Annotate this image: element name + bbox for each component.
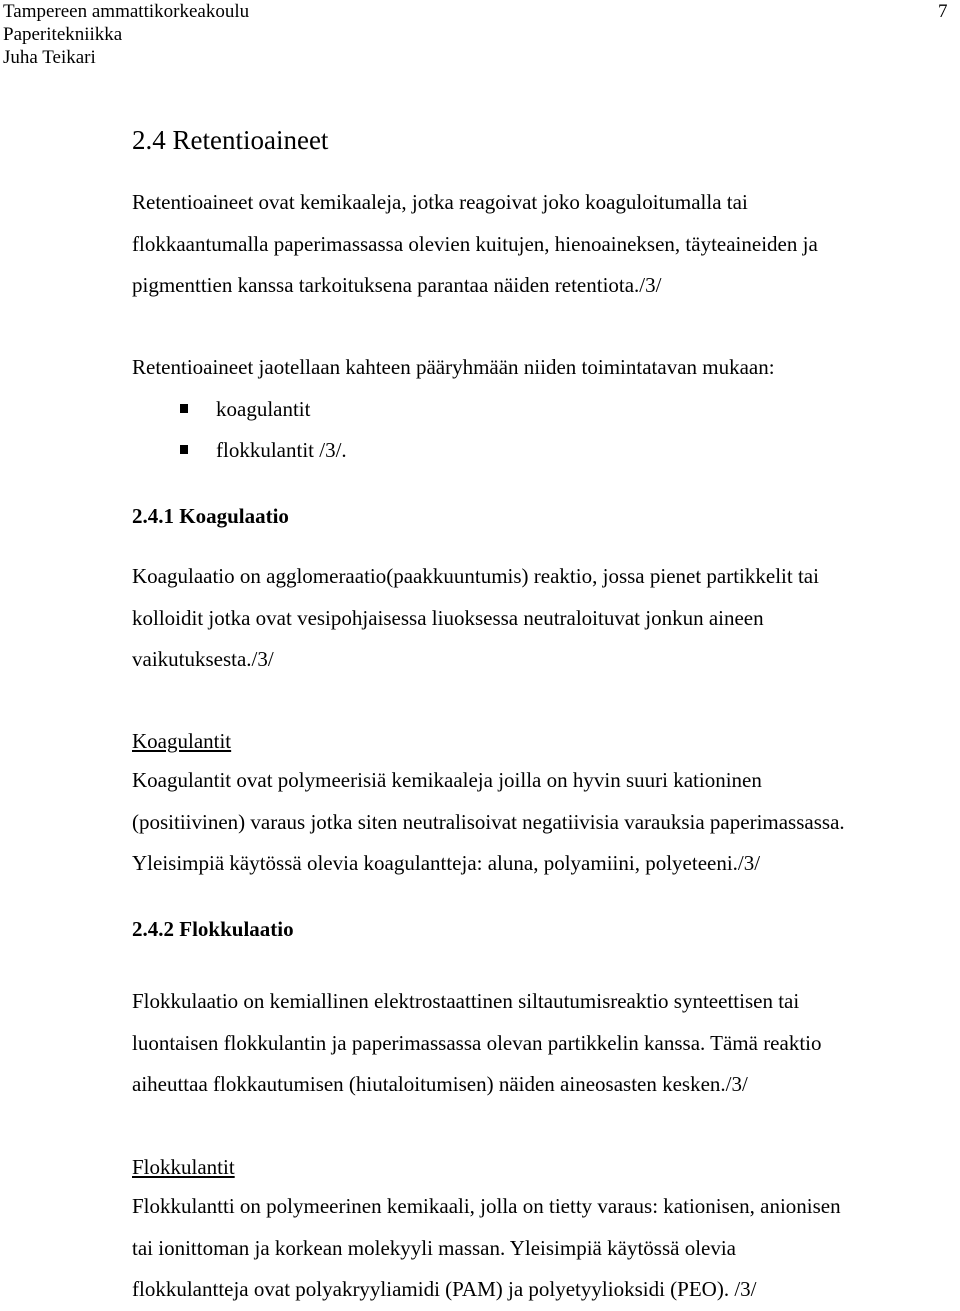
paragraph-line: (positiivinen) varaus jotka siten neutralisoivat negatiivisia varauksia paperimassassa. [132,809,845,834]
page-number: 7 [938,1,948,22]
paragraph-line: flokkaantumalla paperimassassa olevien kuitujen, hienoaineksen, täyteaineiden ja [132,231,818,256]
paragraph-line: Flokkulaatio on kemiallinen elektrostaattinen siltautumisreaktio synteettisen tai [132,989,800,1013]
header-institution: Tampereen ammattikorkeakoulu [3,1,250,22]
paragraph-line: flokkulantteja ovat polyakryyliamidi (PAM) ja polyetyylioksidi (PEO). /3/ [132,1277,757,1301]
paragraph-line: vaikutuksesta./3/ [132,647,274,671]
list-item-label: flokkulantit /3/. [216,438,347,462]
koagulantit-heading: Koagulantit [132,729,232,753]
subsection-title-koagulaatio: 2.4.1 Koagulaatio [132,504,289,528]
koagulantit-paragraph [132,760,845,885]
flokkulantit-heading: Flokkulantit [132,1155,235,1179]
paragraph-line: pigmenttien kanssa tarkoituksena parantaa näiden retentiota./3/ [132,273,662,297]
intro-paragraph [132,182,818,307]
subsection-title-flokkulaatio: 2.4.2 Flokkulaatio [132,917,294,941]
section-title: 2.4 Retentioaineet [132,125,329,155]
list-item [180,435,347,476]
paragraph-line: tai ionittoman ja korkean molekyyli massan. Yleisimpiä käytössä olevia [132,1235,737,1260]
paragraph-line: Flokkulantti on polymeerinen kemikaali, jolla on tietty varaus: kationisen, anionisen [132,1194,841,1218]
flokkulaatio-paragraph [132,981,822,1106]
header-department: Paperitekniikka [3,24,123,45]
list-item-label: koagulantit [216,397,311,421]
groups-intro [132,347,775,389]
square-bullet-icon [180,445,188,454]
paragraph-line: kolloidit jotka ovat vesipohjaisessa liuoksessa neutraloituvat jonkun aineen [132,605,764,630]
list-item [180,394,347,435]
koagulaatio-paragraph [132,556,819,681]
groups-list [180,394,347,476]
paragraph-line: Yleisimpiä käytössä olevia koagulantteja: aluna, polyamiini, polyeteeni./3/ [132,851,761,875]
header-author: Juha Teikari [3,47,96,68]
paragraph-line: aiheuttaa flokkautumisen (hiutaloitumisen) näiden aineosasten kesken./3/ [132,1072,748,1096]
paragraph-line: Retentioaineet ovat kemikaaleja, jotka reagoivat joko koaguloitumalla tai [132,190,748,214]
paragraph-line: Retentioaineet jaotellaan kahteen pääryhmään niiden toimintatavan mukaan: [132,355,775,379]
paragraph-line: Koagulaatio on agglomeraatio(paakkuuntumis) reaktio, jossa pienet partikkelit tai [132,564,819,588]
document-header [3,0,249,69]
square-bullet-icon [180,404,188,413]
flokkulantit-paragraph [132,1186,841,1311]
paragraph-line: luontaisen flokkulantin ja paperimassassa olevan partikkelin kanssa. Tämä reaktio [132,1030,822,1055]
paragraph-line: Koagulantit ovat polymeerisiä kemikaaleja joilla on hyvin suuri kationinen [132,768,762,792]
